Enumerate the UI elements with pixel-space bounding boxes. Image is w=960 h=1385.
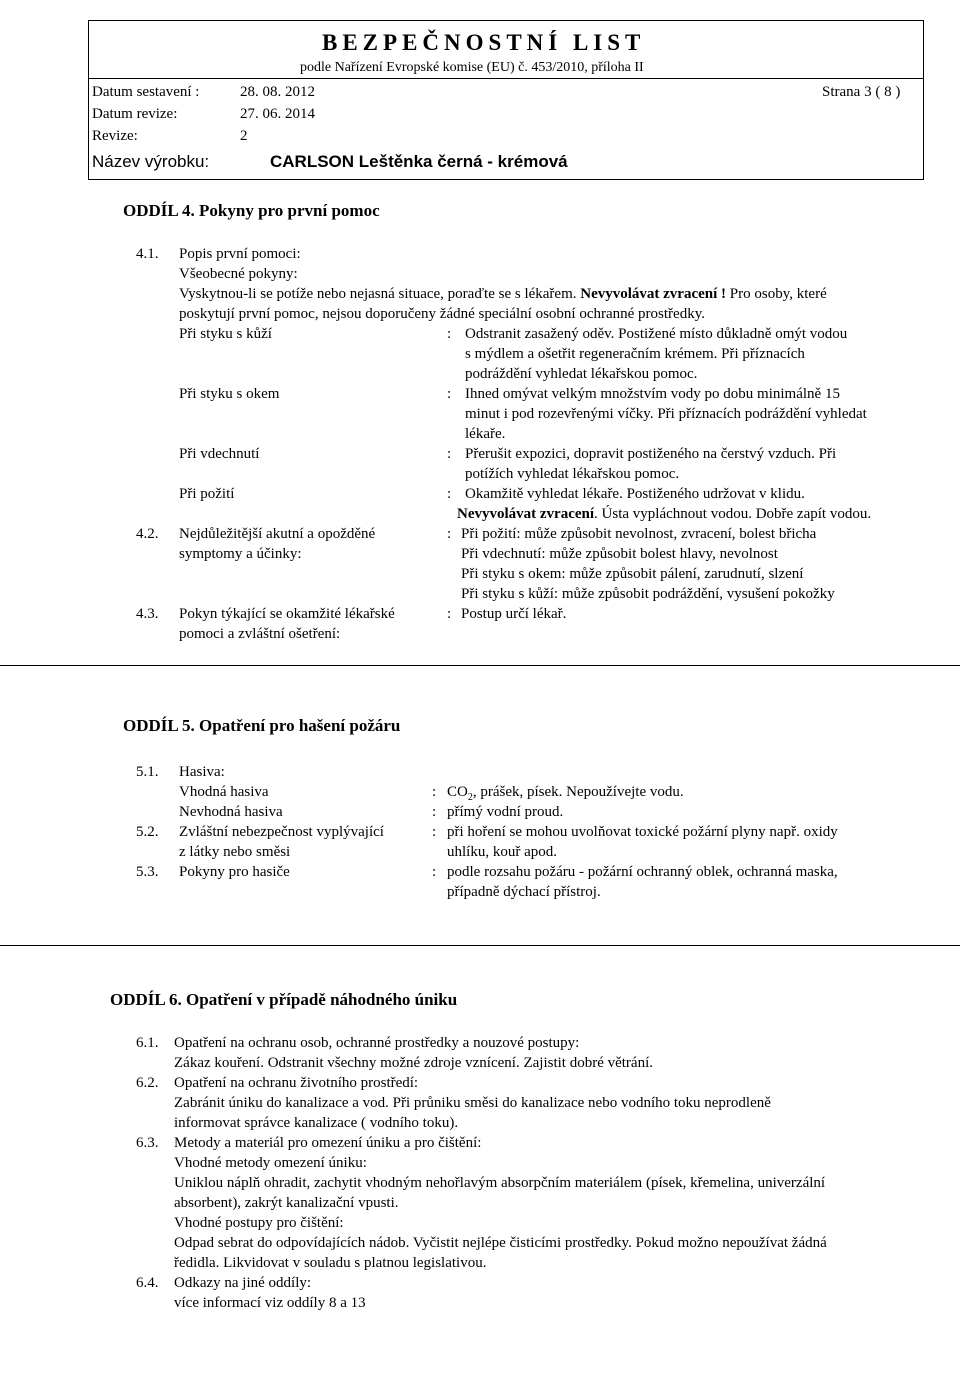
s4-3-number: 4.3. [136, 606, 159, 622]
s4-2-title-line2: symptomy a účinky: [179, 546, 302, 562]
unsuitable-media-value: přímý vodní proud. [447, 804, 564, 820]
date-revised-value: 27. 06. 2014 [240, 106, 315, 122]
s6-3-value-line1: Vhodné metody omezení úniku: [174, 1155, 367, 1171]
s6-3-value-line2: Uniklou náplň ohradit, zachytit vhodným nehořlavým absorpčním materiálem (písek, křemelina, univerzální [174, 1175, 826, 1191]
general-text-bold: Nevyvolávat zvracení ! [580, 286, 727, 302]
inhalation-line1: Přerušit expozici, dopravit postiženého na čerstvý vzduch. Při [465, 446, 837, 462]
skin-contact-line3: podráždění vyhledat lékařskou pomoc. [465, 366, 698, 382]
skin-contact-line2: s mýdlem a ošetřit regeneračním krémem. Při příznacích [465, 346, 805, 362]
inhalation-label: Při vdechnutí [179, 446, 260, 462]
s4-2-number: 4.2. [136, 526, 159, 542]
s5-2-title-line2: z látky nebo směsi [179, 844, 291, 860]
s6-4-title: Odkazy na jiné oddíly: [174, 1275, 312, 1291]
colon: : [447, 326, 452, 342]
eye-contact-label: Při styku s okem [179, 386, 280, 402]
section-6-heading: ODDÍL 6. Opatření v případě náhodného úniku [110, 990, 458, 1009]
header-divider [88, 78, 924, 79]
symptoms-line1: Při požití: může způsobit nevolnost, zvracení, bolest břicha [461, 526, 817, 542]
suitable-media-value [447, 782, 684, 802]
s6-2-title: Opatření na ochranu životního prostředí: [174, 1075, 419, 1091]
s6-3-value-line3: absorbent), zakrýt kanalizační vpusti. [174, 1195, 399, 1211]
s5-3-title: Pokyny pro hasiče [179, 864, 290, 880]
eye-contact-line2: minut i pod rozevřenými víčky. Při příznacích podráždění vyhledat [465, 406, 867, 422]
s6-3-value-line6: ředidla. Likvidovat v souladu s platnou legislativou. [174, 1255, 487, 1271]
document-subtitle: podle Nařízení Evropské komise (EU) č. 453/2010, příloha II [300, 60, 644, 75]
s6-1-title: Opatření na ochranu osob, ochranné prostředky a nouzové postupy: [174, 1035, 580, 1051]
s6-2-value-line2: informovat správce kanalizace ( vodního toku). [174, 1115, 459, 1131]
ingestion-line2 [457, 504, 871, 524]
s6-3-value-line5: Odpad sebrat do odpovídajících nádob. Vyčistit nejlépe čisticími prostředky. Pokud možno nepoužívat žádná [174, 1235, 827, 1251]
s5-3-value-line1: podle rozsahu požáru - požární ochranný oblek, ochranná maska, [447, 864, 838, 880]
general-instructions-line2: poskytují první pomoc, nejsou doporučeny žádné speciální osobní ochranné prostředky. [179, 306, 705, 322]
ingestion-bold: Nevyvolávat zvracení [457, 506, 595, 522]
suitable-media-label: Vhodná hasiva [179, 784, 269, 800]
colon: : [447, 526, 452, 542]
ingestion-label: Při požití [179, 486, 235, 502]
general-text-a: Vyskytnou-li se potíže nebo nejasná situace, poraďte se s lékařem. [179, 286, 581, 302]
colon: : [447, 446, 452, 462]
date-created-value: 28. 08. 2012 [240, 84, 315, 100]
symptoms-line2: Při vdechnutí: může způsobit bolest hlavy, nevolnost [461, 546, 778, 562]
colon: : [447, 386, 452, 402]
colon: : [432, 824, 437, 840]
s5-2-number: 5.2. [136, 824, 159, 840]
ingestion-line1: Okamžitě vyhledat lékaře. Postiženého udržovat v klidu. [465, 486, 805, 502]
colon: : [432, 804, 437, 820]
s4-3-value: Postup určí lékař. [461, 606, 567, 622]
s5-1-title: Hasiva: [179, 764, 225, 780]
date-revised-label: Datum revize: [92, 106, 178, 122]
document-title: BEZPEČNOSTNÍ LIST [322, 30, 646, 55]
general-instructions-line1 [179, 284, 827, 304]
revision-value: 2 [240, 128, 248, 144]
co-subscript: 2 [467, 792, 473, 803]
symptoms-line4: Při styku s kůží: může způsobit podráždění, vysušení pokožky [461, 586, 835, 602]
section-divider [0, 945, 960, 946]
date-created-label: Datum sestavení : [92, 84, 200, 100]
unsuitable-media-label: Nevhodná hasiva [179, 804, 283, 820]
page-number: Strana 3 ( 8 ) [822, 84, 901, 100]
s4-1-number: 4.1. [136, 246, 159, 262]
s4-1-title: Popis první pomoci: [179, 246, 301, 262]
s5-2-title-line1: Zvláštní nebezpečnost vyplývající [179, 824, 384, 840]
s5-2-value-line1: při hoření se mohou uvolňovat toxické požární plyny např. oxidy [447, 824, 838, 840]
s6-3-title: Metody a materiál pro omezení úniku a pro čištění: [174, 1135, 482, 1151]
colon: : [432, 864, 437, 880]
product-label: Název výrobku: [92, 152, 210, 171]
colon: : [447, 486, 452, 502]
symptoms-line3: Při styku s okem: může způsobit pálení, zarudnutí, slzení [461, 566, 804, 582]
s4-3-title-line2: pomoci a zvláštní ošetření: [179, 626, 341, 642]
section-divider [0, 665, 960, 666]
colon: : [432, 784, 437, 800]
s6-1-value: Zákaz kouření. Odstranit všechny možné zdroje vznícení. Zajistit dobré větrání. [174, 1055, 653, 1071]
inhalation-line2: potížích vyhledat lékařskou pomoc. [465, 466, 680, 482]
s5-3-number: 5.3. [136, 864, 159, 880]
skin-contact-label: Při styku s kůží [179, 326, 272, 342]
s4-3-title-line1: Pokyn týkající se okamžité lékařské [179, 606, 395, 622]
co-text: CO [447, 784, 468, 800]
skin-contact-line1: Odstranit zasažený oděv. Postižené místo důkladně omýt vodou [465, 326, 848, 342]
ingestion-rest: . Ústa vypláchnout vodou. Dobře zapít vodou. [594, 506, 872, 522]
eye-contact-line3: lékaře. [465, 426, 506, 442]
colon: : [447, 606, 452, 622]
revision-label: Revize: [92, 128, 138, 144]
s6-3-number: 6.3. [136, 1135, 159, 1151]
s6-1-number: 6.1. [136, 1035, 159, 1051]
s4-2-title-line1: Nejdůležitější akutní a opožděné [179, 526, 376, 542]
s5-2-value-line2: uhlíku, kouř apod. [447, 844, 557, 860]
s6-4-number: 6.4. [136, 1275, 159, 1291]
s6-2-number: 6.2. [136, 1075, 159, 1091]
s5-1-number: 5.1. [136, 764, 159, 780]
general-instructions-label: Všeobecné pokyny: [179, 266, 298, 282]
suitable-rest: , prášek, písek. Nepoužívejte vodu. [472, 784, 684, 800]
general-text-c: Pro osoby, které [726, 286, 827, 302]
s6-2-value-line1: Zabránit úniku do kanalizace a vod. Při průniku směsi do kanalizace nebo vodního toku neprodleně [174, 1095, 771, 1111]
s6-3-value-line4: Vhodné postupy pro čištění: [174, 1215, 344, 1231]
section-5-heading: ODDÍL 5. Opatření pro hašení požáru [123, 716, 401, 735]
s6-4-value: více informací viz oddíly 8 a 13 [174, 1295, 366, 1311]
product-name: CARLSON Leštěnka černá - krémová [270, 152, 568, 171]
s5-3-value-line2: případně dýchací přístroj. [447, 884, 601, 900]
section-4-heading: ODDÍL 4. Pokyny pro první pomoc [123, 201, 380, 220]
eye-contact-line1: Ihned omývat velkým množstvím vody po dobu minimálně 15 [465, 386, 840, 402]
